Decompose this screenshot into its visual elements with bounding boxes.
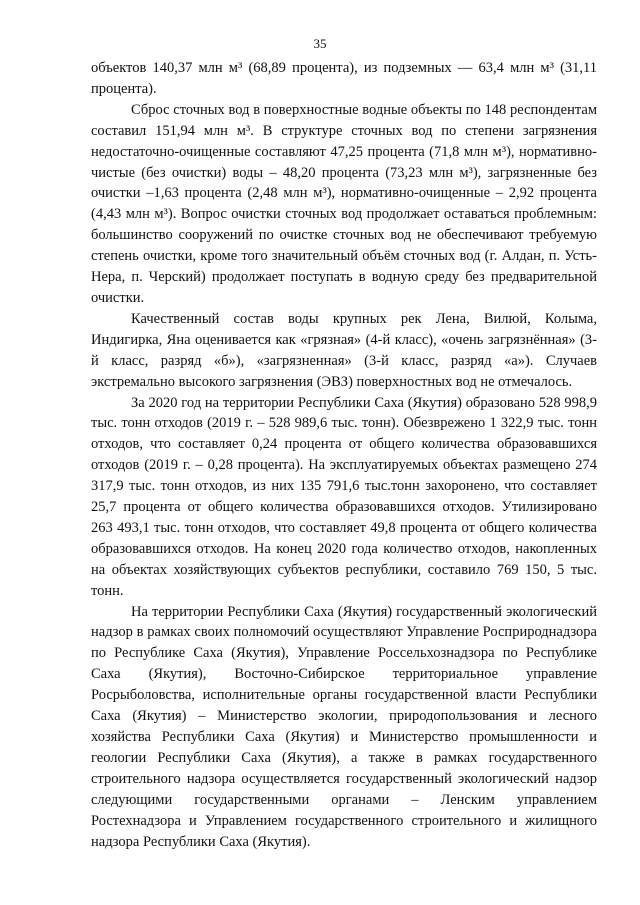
- paragraph-wastewater-discharge: Сброс сточных вод в поверхностные водные объекты по 148 респондентам составил 151,94 млн м³. В структуре сточных вод по степени загрязнения недостаточно-очищенные составляют 47,25 процента (71,8 млн м³), нормативно-чистые (без очистки) воды – 48,20 процента (73,23 млн м³), загрязненные без очистки –1,63 процента (2,48 млн м³), нормативно-очищенные – 2,92 процента (4,43 млн м³). Вопрос очистки сточных вод продолжает оставаться проблемным: большинство сооружений по очистке сточных вод не обеспечивают требуемую степень очистки, кроме того значительный объём сточных вод (г. Алдан, п. Усть-Нера, п. Черский) продолжает поступать в водную среду без предварительной очистки.: [91, 101, 597, 306]
- body-text: [91, 58, 597, 852]
- page-number: 35: [313, 36, 327, 51]
- paragraph-environmental-supervision: На территории Республики Саха (Якутия) государственный экологический надзор в рамках своих полномочий осуществляют Управление Росприроднадзора по Республике Саха (Якутия), Управление Россельхознадзора по Республике Саха (Якутия), Восточно-Сибирское территориальное управление Росрыболовства, исполнительные органы государственной власти Республики Саха (Якутия) – Министерство экологии, природопользования и лесного хозяйства Республики Саха (Якутия) и Министерство промышленности и геологии Республики Саха (Якутия), а также в рамках государственного строительного надзора осуществляется государственный экологический надзор следующими государственными органами – Ленским управлением Ростехнадзора и Управлением государственного строительного и жилищного надзора Республики Саха (Якутия).: [91, 603, 597, 850]
- paragraph-waste-statistics: За 2020 год на территории Республики Саха (Якутия) образовано 528 998,9 тыс. тонн отходов (2019 г. – 528 989,6 тыс. тонн). Обезврежено 1 322,9 тыс. тонн отходов, что составляет 0,24 процента от общего количества образовавшихся отходов (2019 г. – 0,28 процента). На эксплуатируемых объектах размещено 274 317,9 тыс. тонн отходов, из них 135 791,6 тыс.тонн захоронено, что составляет 25,7 процента от общего количества образовавшихся отходов. Утилизировано 263 493,1 тыс. тонн отходов, что составляет 49,8 процента от общего количества образовавшихся отходов. На конец 2020 года количество отходов, накопленных на объектах хозяйствующих субъектов республики, составило 769 150, 5 тыс. тонн.: [91, 394, 597, 599]
- paragraph-water-intake-continuation: объектов 140,37 млн м³ (68,89 процента), из подземных — 63,4 млн м³ (31,11 процента).: [91, 60, 597, 97]
- paragraph-river-water-quality: Качественный состав воды крупных рек Лена, Вилюй, Колыма, Индигирка, Яна оценивается как «грязная» (4-й класс), «очень загрязнённая» (3-й класс, разряд «б»), «загрязненная» (3-й класс, разряд «а»). Случаев экстремально высокого загрязнения (ЭВЗ) поверхностных вод не отмечалось.: [91, 310, 597, 390]
